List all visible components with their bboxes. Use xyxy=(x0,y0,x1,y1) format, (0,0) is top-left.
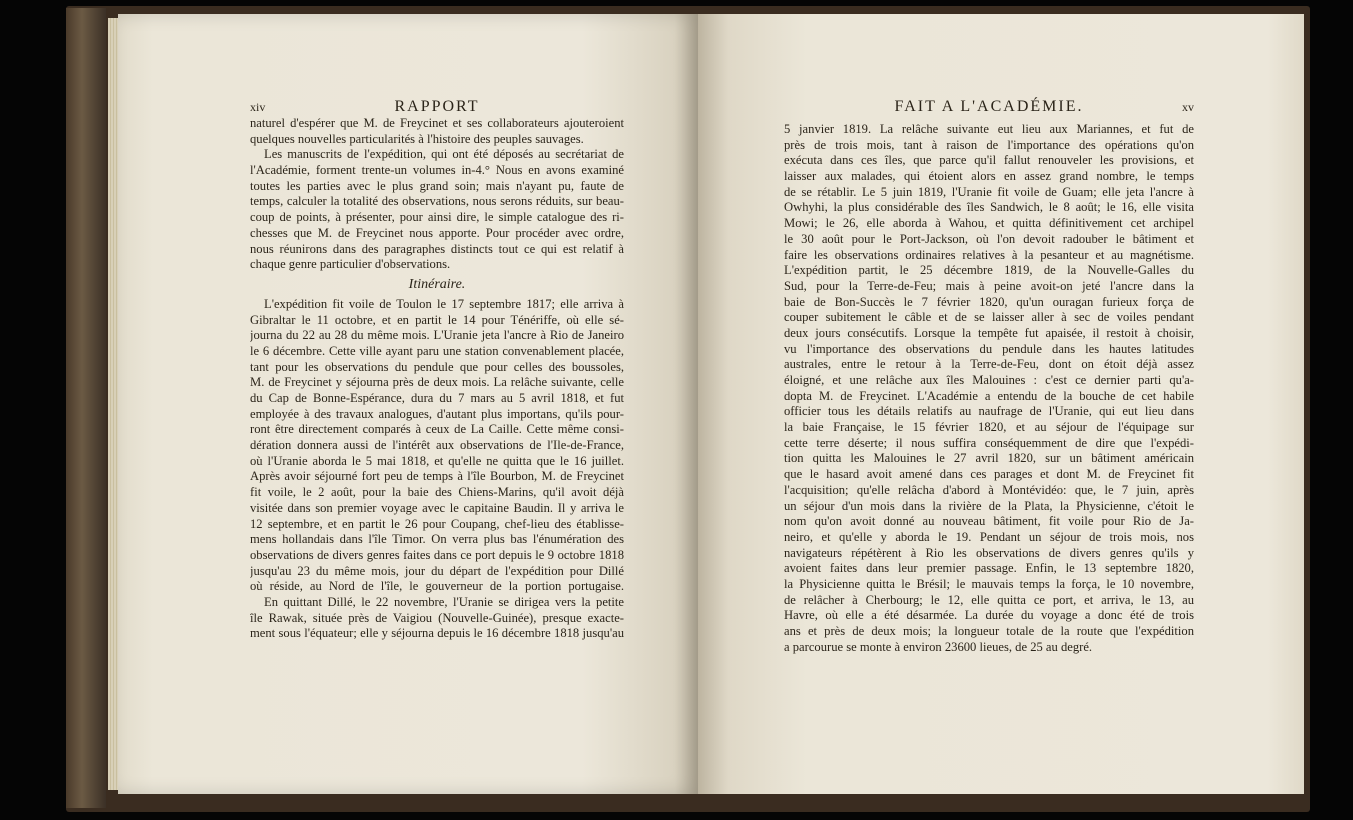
text-line: ront être directement comparés à ceux de La Caille. Cette même consi- xyxy=(250,422,624,437)
text-line: où réside, au Nord de l'île, le gouverneur de la portion portugaise. xyxy=(250,579,624,594)
text-line: dération donnera aussi de l'intérêt aux observations de l'Ile-de-France, xyxy=(250,438,624,453)
text-line: L'expédition fit voile de Toulon le 17 septembre 1817; elle arriva à xyxy=(264,296,624,311)
text-line: coup de points, à présenter, pour ainsi dire, le simple catalogue des ri- xyxy=(250,210,624,225)
text-line: de relâcher à Cherbourg; le 12, elle quitta ce port, et arriva, le 13, au xyxy=(784,592,1194,607)
text-line: de se rétablir. Le 5 juin 1819, l'Uranie fit voile de Guam; elle jeta l'ancre à xyxy=(784,184,1194,199)
text-line: 12 septembre, et en partit le 26 pour Coupang, chef-lieu des établisse- xyxy=(250,516,624,531)
running-head: FAIT A L'ACADÉMIE. xyxy=(894,98,1084,115)
text-line: baie de Bon-Succès le 7 février 1820, qu'un ouragan furieux força de xyxy=(784,294,1194,309)
text-line: où l'Uranie aborda le 5 mai 1818, et qu'elle ne quitta que le 16 juillet. xyxy=(250,453,624,468)
text-line: officier tous les détails relatifs au naufrage de l'Uranie, qui eut lieu dans xyxy=(784,404,1194,419)
left-page xyxy=(118,14,698,794)
text-line: nom qu'on avoit donné au nouveau bâtiment, fit voile pour Rio de Ja- xyxy=(784,514,1194,529)
text-line: laisser aux malades, qui étoient alors en assez grand nombre, le temps xyxy=(784,169,1194,184)
text-line: chaque genre particulier d'observations. xyxy=(250,257,451,272)
text-line: journa du 22 au 28 du même mois. L'Uranie jeta l'ancre à Rio de Janeiro xyxy=(250,328,624,343)
text-line: éloigné, et une relâche aux îles Malouines : c'est ce dernier parti qu'a- xyxy=(784,373,1194,387)
text-line: un séjour d'un mois dans la rivière de la Plata, la Physicienne, c'étoit le xyxy=(784,498,1194,513)
text-line: employée à des travaux analogues, d'autant plus importans, qu'ils pour- xyxy=(250,406,624,421)
text-line: couper subitement le câble et de se laisser aller à sec de voiles pendant xyxy=(784,310,1194,325)
text-line: toutes les parties avec le plus grand soin; mais n'ayant pu, faute de xyxy=(250,178,624,193)
right-page xyxy=(698,14,1304,794)
text-line: avoient faites dans leur premier passage. Enfin, le 13 septembre 1820, xyxy=(784,561,1194,576)
text-line: île Rawak, située près de Vaigiou (Nouvelle-Guinée), presque exacte- xyxy=(250,610,624,625)
text-line: australes, entre le retour à la Terre-de-Feu, dont on étoit déjà assez xyxy=(784,357,1194,372)
right-page-body xyxy=(784,122,1194,655)
text-line: chesses que M. de Freycinet nous apporte. Pour procéder avec ordre, xyxy=(250,225,624,240)
text-line: le 30 août pour le Port-Jackson, où l'on devoit radouber le bâtiment et xyxy=(784,231,1194,246)
text-line: faire les observations ordinaires relatives à la pesanteur et au magnétisme. xyxy=(784,247,1194,262)
text-line: le 6 décembre. Cette ville ayant paru une station convenablement placée, xyxy=(250,343,624,358)
text-line: cette terre déserte; il nous suffira conséquemment de dire que l'expédi- xyxy=(784,435,1194,450)
text-line: la Physicienne quitta le Brésil; le mauvais temps la força, le 10 novembre, xyxy=(784,576,1194,591)
text-line: deux jours consécutifs. Lorsque la tempête fut apaisée, il restoit à choisir, xyxy=(784,325,1194,340)
text-line: navigateurs répétèrent à Rio les observations de divers genres qu'ils y xyxy=(784,545,1194,560)
text-line: Gibraltar le 11 octobre, et en partit le 14 pour Ténériffe, où elle sé- xyxy=(250,312,624,327)
text-line: L'expédition partit, le 25 décembre 1819, de la Nouvelle-Galles du xyxy=(784,263,1194,278)
text-line: En quittant Dillé, le 22 novembre, l'Uranie se dirigea vers la petite xyxy=(264,594,624,609)
text-line: neiro, et qu'elle y aborda le 19. Pendant un séjour de trois mois, nos xyxy=(784,529,1194,544)
text-line: du Cap de Bonne-Espérance, dura du 7 mars au 5 avril 1818, et fut xyxy=(250,391,624,405)
text-line: visitée dans son premier voyage avec le capitaine Baudin. Il y arriva le xyxy=(250,500,624,515)
text-line: tion quitta les Malouines le 27 avril 1820, sur un bâtiment américain xyxy=(784,451,1194,466)
text-line: observations de divers genres faites dans ce port depuis le 9 octobre 1818 xyxy=(250,547,624,562)
section-title: Itinéraire. xyxy=(408,276,466,292)
text-line: que le hasard avoit amené dans ces parages et dont M. de Freycinet fit xyxy=(784,467,1194,482)
left-page-header xyxy=(250,98,624,116)
text-line: ment sous l'équateur; elle y séjourna depuis le 16 décembre 1818 jusqu'au xyxy=(250,626,624,641)
text-line: naturel d'espérer que M. de Freycinet et ses collaborateurs ajouteroient xyxy=(250,116,624,130)
text-line: Les manuscrits de l'expédition, qui ont été déposés au secrétariat de xyxy=(264,147,624,162)
text-line: mens hollandais dans l'île Timor. On verra plus bas l'énumération des xyxy=(250,532,624,547)
text-line: jusqu'au 23 du même mois, jour du départ de l'expédition pour Dillé xyxy=(250,563,624,578)
text-line: a parcourue se monte à environ 23600 lieues, de 25 au degré. xyxy=(784,639,1093,654)
text-line: l'acquisition; qu'elle relâcha d'abord à Montévidéo: que, le 7 juin, après xyxy=(784,482,1194,497)
text-line: M. de Freycinet y séjourna près de deux mois. La relâche suivante, celle xyxy=(250,375,624,390)
text-line: vu l'importance des observations du pendule dans les hautes latitudes xyxy=(784,341,1194,356)
text-line: exécuta dans ces îles, que parce qu'il fallut renouveler les provisions, et xyxy=(784,153,1194,168)
text-line: nous réunirons dans des paragraphes distincts tout ce qui est relatif à xyxy=(250,241,624,256)
text-line: près de trois mois, tant à raison de l'importance des opérations qu'on xyxy=(784,137,1194,152)
text-line: la baie Française, le 15 février 1820, et au séjour de l'équipage sur xyxy=(784,420,1194,435)
text-line: temps, calculer la totalité des observations, nous serons réduits, sur beau- xyxy=(250,194,624,209)
text-line: fit voile, le 2 août, pour la baie des Chiens-Marins, qu'il avoit déjà xyxy=(250,485,624,500)
text-line: Sud, pour la Terre-de-Feu; mais à peine avoit-on jeté l'ancre dans la xyxy=(784,278,1194,293)
text-line: l'Académie, forment trente-un volumes in-4.° Nous en avons examiné xyxy=(250,163,624,178)
text-line: ans et près de deux mois; la longueur totale de la route que l'expédition xyxy=(784,624,1194,638)
running-head: RAPPORT xyxy=(394,98,480,115)
left-page-body xyxy=(250,116,624,642)
page-number: xv xyxy=(1182,100,1194,114)
page-number: xiv xyxy=(250,100,266,114)
right-page-header xyxy=(784,98,1194,116)
text-line: quelques nouvelles particularités à l'histoire des peuples sauvages. xyxy=(250,131,584,146)
text-line: 5 janvier 1819. La relâche suivante eut lieu aux Mariannes, et fut de xyxy=(784,122,1194,136)
text-line: dopta M. de Freycinet. L'Académie a entendu de la bouche de cet habile xyxy=(784,388,1194,403)
text-line: Après avoir séjourné fort peu de temps à l'île Bourbon, M. de Freycinet xyxy=(250,469,624,484)
book-spine-edge xyxy=(66,8,106,808)
text-line: Mowi; le 26, elle aborda à Wahou, et quitta définitivement cet archipel xyxy=(784,216,1194,231)
text-line: Owhyhi, la plus considérable des îles Sandwich, le 8 août; le 16, elle visita xyxy=(784,200,1194,215)
text-line: Havre, où elle a été désarmée. La durée du voyage a donc été de trois xyxy=(784,608,1194,623)
text-line: tant pour les observations du pendule que pour celles des boussoles, xyxy=(250,359,624,374)
